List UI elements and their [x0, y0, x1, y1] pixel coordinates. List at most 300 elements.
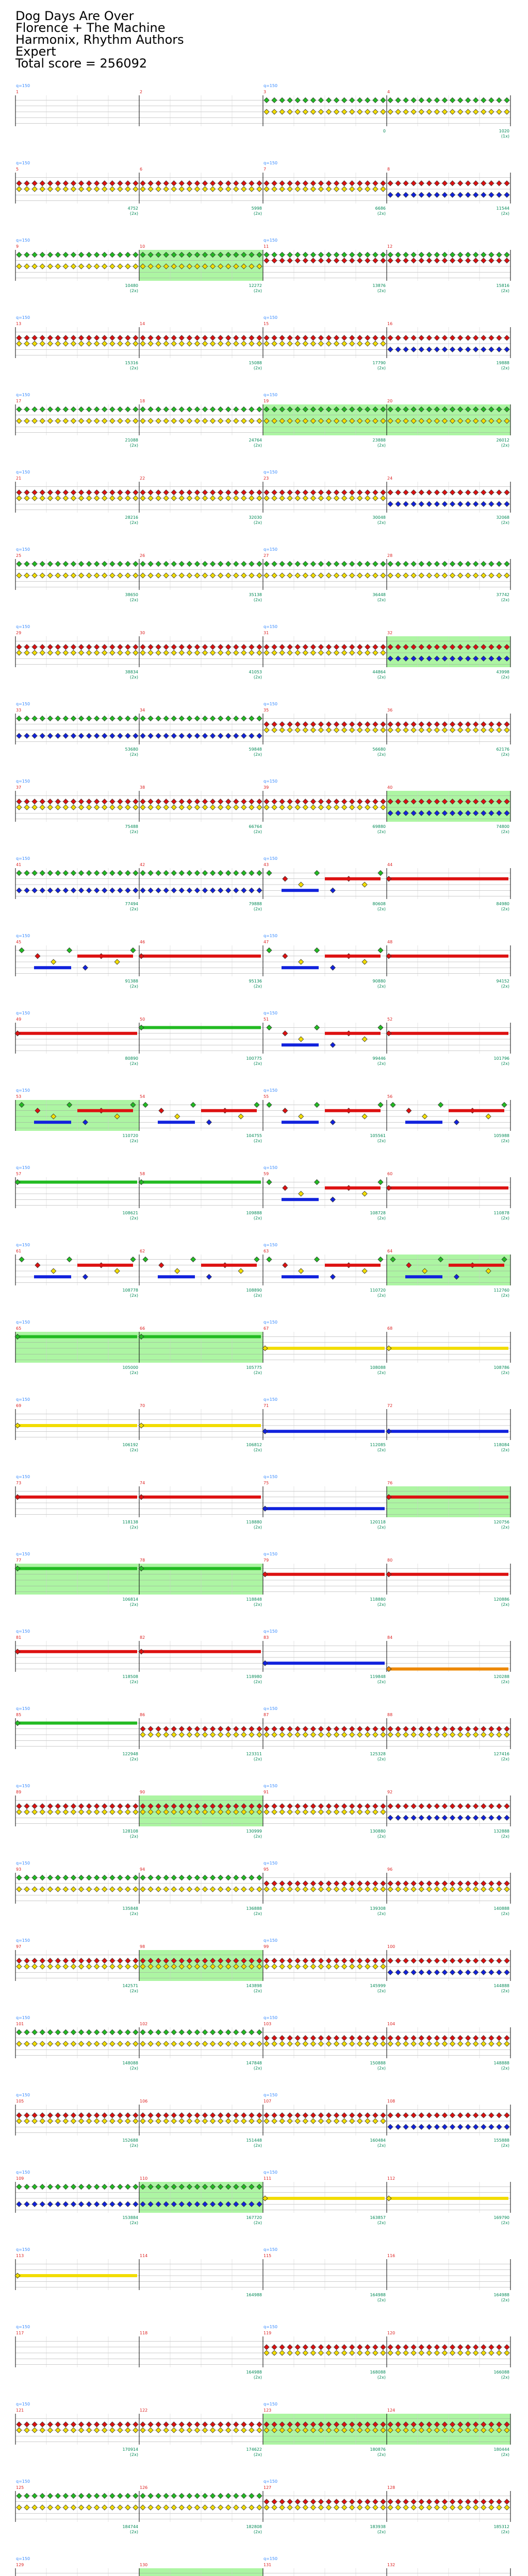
measure-number: 118: [140, 2331, 148, 2335]
note-r: [466, 2345, 471, 2350]
note-r: [504, 181, 509, 186]
note-y: [210, 805, 216, 810]
note-y: [156, 187, 161, 192]
note-y: [87, 264, 92, 269]
note-y: [133, 805, 138, 810]
tempo-marker: q=150: [263, 2015, 278, 2020]
note-g: [179, 2030, 184, 2035]
note-y: [442, 2350, 447, 2355]
note-r: [218, 181, 223, 186]
measure-multiplier: (2x): [129, 443, 138, 448]
note-y: [175, 1268, 180, 1274]
tempo-marker: q=150: [263, 1629, 278, 1634]
note-r: [395, 1958, 401, 1963]
note-r: [326, 2345, 332, 2350]
note-y: [163, 496, 169, 501]
note-r: [334, 1881, 339, 1886]
note-y: [16, 805, 22, 810]
note-r: [326, 258, 332, 263]
note-g: [194, 407, 200, 412]
sustain-r: [141, 1650, 261, 1653]
note-y: [241, 341, 246, 346]
note-g: [171, 1875, 176, 1880]
measure-multiplier: (2x): [129, 829, 138, 834]
tempo-marker: q=150: [263, 1165, 278, 1170]
note-b: [466, 192, 471, 197]
difficulty-label: Expert: [15, 44, 56, 59]
note-b: [163, 733, 169, 738]
note-r: [466, 1881, 471, 1886]
note-r: [381, 2499, 386, 2504]
note-y: [466, 1732, 471, 1737]
measure-score: 26012: [496, 438, 509, 443]
note-r: [287, 1958, 292, 1963]
note-r: [504, 1881, 509, 1886]
note-b: [234, 888, 239, 893]
note-g: [226, 2030, 231, 2035]
note-y: [342, 2041, 347, 2046]
tempo-marker: q=150: [263, 2479, 278, 2484]
note-r: [179, 645, 184, 650]
measure-score: 112760: [493, 1288, 509, 1293]
staff-row: [15, 1332, 510, 1363]
note-r: [334, 799, 339, 804]
note-r: [257, 335, 262, 341]
note-g: [257, 2030, 262, 2035]
note-y: [272, 1809, 277, 1815]
note-g: [55, 562, 60, 567]
note-y: [171, 341, 176, 346]
note-y: [381, 1964, 386, 1969]
note-b: [87, 2201, 92, 2207]
note-y: [24, 2119, 29, 2124]
note-b: [110, 2201, 115, 2207]
note-r: [442, 2499, 447, 2504]
note-r: [47, 2113, 53, 2118]
staff-row: [15, 791, 510, 822]
measure-multiplier: (2x): [253, 2143, 262, 2148]
note-y: [63, 650, 68, 655]
note-b: [249, 888, 254, 893]
note-y: [466, 727, 471, 733]
note-y: [16, 650, 22, 655]
note-y: [272, 341, 277, 346]
note-y: [419, 573, 424, 578]
measure-multiplier: (2x): [253, 1989, 262, 1993]
note-y: [426, 2041, 432, 2046]
measure-number: 119: [263, 2331, 272, 2335]
note-y: [102, 2428, 107, 2433]
note-y: [71, 2041, 76, 2046]
measure-number: 106: [140, 2099, 148, 2104]
note-b: [450, 2124, 455, 2129]
note-g: [315, 1025, 320, 1030]
note-g: [315, 1103, 320, 1108]
note-y: [299, 959, 304, 964]
note-r: [234, 181, 239, 186]
note-y: [295, 341, 300, 346]
note-y: [450, 2505, 455, 2510]
note-b: [187, 733, 192, 738]
note-g: [249, 407, 254, 412]
note-g: [133, 2494, 138, 2499]
measure-score: 109888: [246, 1211, 262, 1215]
note-r: [357, 1804, 362, 1809]
measure-number: 89: [16, 1790, 22, 1794]
note-y: [442, 573, 447, 578]
note-r: [102, 799, 107, 804]
sustain-b: [265, 1430, 385, 1433]
note-r: [203, 1726, 208, 1732]
note-r: [272, 2345, 277, 2350]
measure-number: 35: [263, 708, 269, 713]
note-r: [395, 2345, 401, 2350]
measure-number: 59: [263, 1172, 269, 1176]
note-b: [388, 501, 393, 506]
note-g: [203, 562, 208, 567]
note-r: [303, 2499, 308, 2504]
measure-score: 119848: [370, 1674, 386, 1679]
note-g: [342, 562, 347, 567]
note-y: [125, 2428, 130, 2433]
note-r: [497, 1881, 502, 1886]
measure-number: 4: [387, 90, 390, 94]
note-r: [47, 181, 53, 186]
note-y: [473, 573, 478, 578]
note-y: [226, 2428, 231, 2433]
note-y: [24, 1887, 29, 1892]
note-y: [350, 2119, 355, 2124]
measure-score: 130880: [370, 1829, 386, 1834]
note-r: [234, 335, 239, 341]
note-b: [458, 1815, 463, 1820]
note-r: [497, 490, 502, 495]
note-r: [342, 181, 347, 186]
measure-score: 108728: [370, 1211, 386, 1215]
note-r: [203, 2113, 208, 2118]
measure-number: 15: [263, 321, 269, 326]
note-y: [79, 650, 84, 655]
note-r: [163, 2113, 169, 2118]
note-b: [55, 888, 60, 893]
note-y: [279, 1964, 285, 1969]
note-y: [504, 573, 509, 578]
staff-row: [15, 2336, 510, 2367]
note-r: [458, 1958, 463, 1963]
sustain-y: [265, 2197, 385, 2200]
note-y: [194, 187, 200, 192]
note-y: [365, 650, 370, 655]
note-b: [40, 733, 45, 738]
note-g: [310, 562, 316, 567]
note-y: [249, 496, 254, 501]
note-y: [40, 1887, 45, 1892]
note-b: [497, 347, 502, 352]
note-y: [264, 1809, 269, 1815]
note-r: [388, 181, 393, 186]
note-g: [32, 252, 37, 258]
note-y: [287, 2041, 292, 2046]
measure-score: 5998: [251, 206, 262, 211]
measure-multiplier: (2x): [253, 829, 262, 834]
measure-number: 90: [140, 1790, 145, 1794]
note-r: [87, 2422, 92, 2427]
note-y: [47, 2041, 53, 2046]
note-g: [458, 252, 463, 258]
note-g: [426, 252, 432, 258]
measure-number: 29: [16, 631, 22, 635]
note-y: [295, 1732, 300, 1737]
note-r: [350, 1726, 355, 1732]
note-b: [330, 1120, 335, 1125]
tempo-marker: q=150: [16, 2325, 30, 2329]
measure-number: 38: [140, 785, 145, 790]
note-r: [79, 2422, 84, 2427]
tempo-marker: q=150: [263, 315, 278, 320]
note-r: [295, 1804, 300, 1809]
note-y: [163, 805, 169, 810]
note-y: [234, 496, 239, 501]
note-y: [334, 1809, 339, 1815]
note-y: [334, 727, 339, 733]
note-r: [287, 181, 292, 186]
note-g: [264, 252, 269, 258]
note-r: [497, 2499, 502, 2504]
note-r: [419, 1958, 424, 1963]
measure-multiplier: (2x): [129, 907, 138, 911]
measure-multiplier: (2x): [253, 366, 262, 370]
note-y: [381, 727, 386, 733]
note-r: [55, 490, 60, 495]
note-y: [171, 2041, 176, 2046]
note-y: [110, 1964, 115, 1969]
note-g: [497, 98, 502, 103]
note-y: [272, 187, 277, 192]
measure-number: 17: [16, 399, 22, 403]
note-r: [450, 2345, 455, 2350]
note-y: [79, 418, 84, 423]
note-r: [295, 2113, 300, 2118]
measure-multiplier: (2x): [377, 1293, 386, 1298]
note-r: [163, 799, 169, 804]
note-g: [40, 407, 45, 412]
note-g: [210, 871, 216, 876]
note-g: [71, 871, 76, 876]
measure-score: 120288: [493, 1674, 509, 1679]
measure-score: 6686: [375, 206, 386, 211]
note-y: [458, 1732, 463, 1737]
note-r: [16, 645, 22, 650]
measure-multiplier: (2x): [129, 2530, 138, 2534]
note-b: [481, 192, 486, 197]
note-b: [473, 1970, 478, 1975]
note-r: [133, 1958, 138, 1963]
note-r: [419, 181, 424, 186]
measure-multiplier: (2x): [129, 1680, 138, 1684]
note-b: [497, 2124, 502, 2129]
note-b: [47, 733, 53, 738]
measure-number: 94: [140, 1867, 145, 1872]
note-g: [473, 252, 478, 258]
note-y: [388, 2505, 393, 2510]
note-g: [295, 562, 300, 567]
sustain-b: [282, 966, 319, 969]
note-y: [334, 573, 339, 578]
note-y: [350, 2350, 355, 2355]
note-g: [303, 252, 308, 258]
note-r: [295, 335, 300, 341]
note-r: [272, 2036, 277, 2041]
note-g: [179, 871, 184, 876]
note-y: [357, 2119, 362, 2124]
note-g: [133, 562, 138, 567]
measure-score: 170914: [122, 2447, 138, 2452]
note-b: [16, 888, 22, 893]
measure-score: 180876: [370, 2447, 386, 2452]
note-y: [79, 496, 84, 501]
note-y: [318, 1887, 323, 1892]
measure-score: 143898: [246, 1984, 262, 1988]
note-y: [326, 1732, 332, 1737]
measure-multiplier: (2x): [253, 2221, 262, 2225]
note-y: [326, 2350, 332, 2355]
note-r: [497, 2345, 502, 2350]
note-g: [388, 252, 393, 258]
note-y: [419, 1887, 424, 1892]
note-r: [257, 181, 262, 186]
note-y: [94, 1887, 100, 1892]
note-b: [79, 2201, 84, 2207]
note-r: [442, 335, 447, 341]
measure-multiplier: (2x): [377, 366, 386, 370]
note-y: [179, 418, 184, 423]
measure-number: 25: [16, 553, 22, 558]
note-y: [326, 573, 332, 578]
measure-score: 15088: [249, 361, 262, 365]
note-g: [218, 562, 223, 567]
note-g: [71, 1875, 76, 1880]
note-r: [342, 258, 347, 263]
note-y: [334, 1732, 339, 1737]
note-g: [148, 2494, 153, 2499]
tempo-marker: q=150: [16, 2479, 30, 2484]
note-y: [110, 1887, 115, 1892]
measure-score: 105000: [122, 1365, 138, 1370]
note-g: [187, 407, 192, 412]
note-g: [357, 252, 362, 258]
note-b: [497, 192, 502, 197]
note-b: [102, 2201, 107, 2207]
note-r: [473, 2345, 478, 2350]
note-r: [442, 2345, 447, 2350]
note-r: [403, 490, 408, 495]
note-y: [102, 187, 107, 192]
note-y: [63, 2505, 68, 2510]
note-b: [257, 733, 262, 738]
note-r: [63, 1958, 68, 1963]
note-r: [365, 2345, 370, 2350]
note-y: [140, 1732, 145, 1737]
note-y: [326, 187, 332, 192]
note-y: [318, 805, 323, 810]
tempo-marker: q=150: [263, 2402, 278, 2406]
note-r: [71, 2422, 76, 2427]
note-r: [504, 2345, 509, 2350]
measure-score: 36448: [372, 592, 386, 597]
note-r: [241, 335, 246, 341]
note-y: [388, 2041, 393, 2046]
note-r: [373, 645, 378, 650]
note-g: [24, 871, 29, 876]
note-r: [403, 1726, 408, 1732]
note-y: [287, 1809, 292, 1815]
note-r: [342, 1804, 347, 1809]
note-r: [279, 799, 285, 804]
note-y: [148, 1887, 153, 1892]
note-r: [342, 2036, 347, 2041]
note-r: [466, 335, 471, 341]
measure-multiplier: (2x): [253, 2530, 262, 2534]
note-r: [63, 1804, 68, 1809]
note-y: [55, 187, 60, 192]
note-r: [373, 181, 378, 186]
note-r: [148, 2422, 153, 2427]
note-r: [16, 1958, 22, 1963]
note-y: [125, 264, 130, 269]
note-y: [458, 109, 463, 114]
note-y: [102, 573, 107, 578]
measure-score: 75488: [125, 824, 138, 829]
note-r: [140, 490, 145, 495]
note-r: [148, 335, 153, 341]
note-r: [458, 2345, 463, 2350]
note-r: [210, 1726, 216, 1732]
note-b: [473, 501, 478, 506]
sustain-b: [158, 1121, 195, 1124]
note-r: [473, 490, 478, 495]
note-r: [226, 335, 231, 341]
note-y: [24, 264, 29, 269]
note-y: [303, 1887, 308, 1892]
note-y: [79, 2041, 84, 2046]
note-r: [388, 1881, 393, 1886]
note-r: [434, 1881, 439, 1886]
note-g: [87, 2184, 92, 2190]
note-y: [395, 2505, 401, 2510]
note-y: [110, 573, 115, 578]
note-r: [497, 1726, 502, 1732]
note-y: [350, 187, 355, 192]
note-y: [234, 2428, 239, 2433]
note-g: [279, 98, 285, 103]
note-r: [381, 2036, 386, 2041]
note-r: [426, 1958, 432, 1963]
note-r: [16, 799, 22, 804]
measure-multiplier: (2x): [129, 366, 138, 370]
note-r: [442, 722, 447, 727]
measure-number: 41: [16, 862, 22, 867]
note-g: [226, 562, 231, 567]
measure-score: 15816: [496, 283, 509, 288]
note-y: [489, 2041, 494, 2046]
measure-score: 125328: [370, 1752, 386, 1756]
note-y: [350, 1732, 355, 1737]
note-r: [342, 645, 347, 650]
note-b: [71, 2201, 76, 2207]
note-r: [264, 335, 269, 341]
note-r: [357, 1881, 362, 1886]
measure-number: 65: [16, 1326, 22, 1331]
